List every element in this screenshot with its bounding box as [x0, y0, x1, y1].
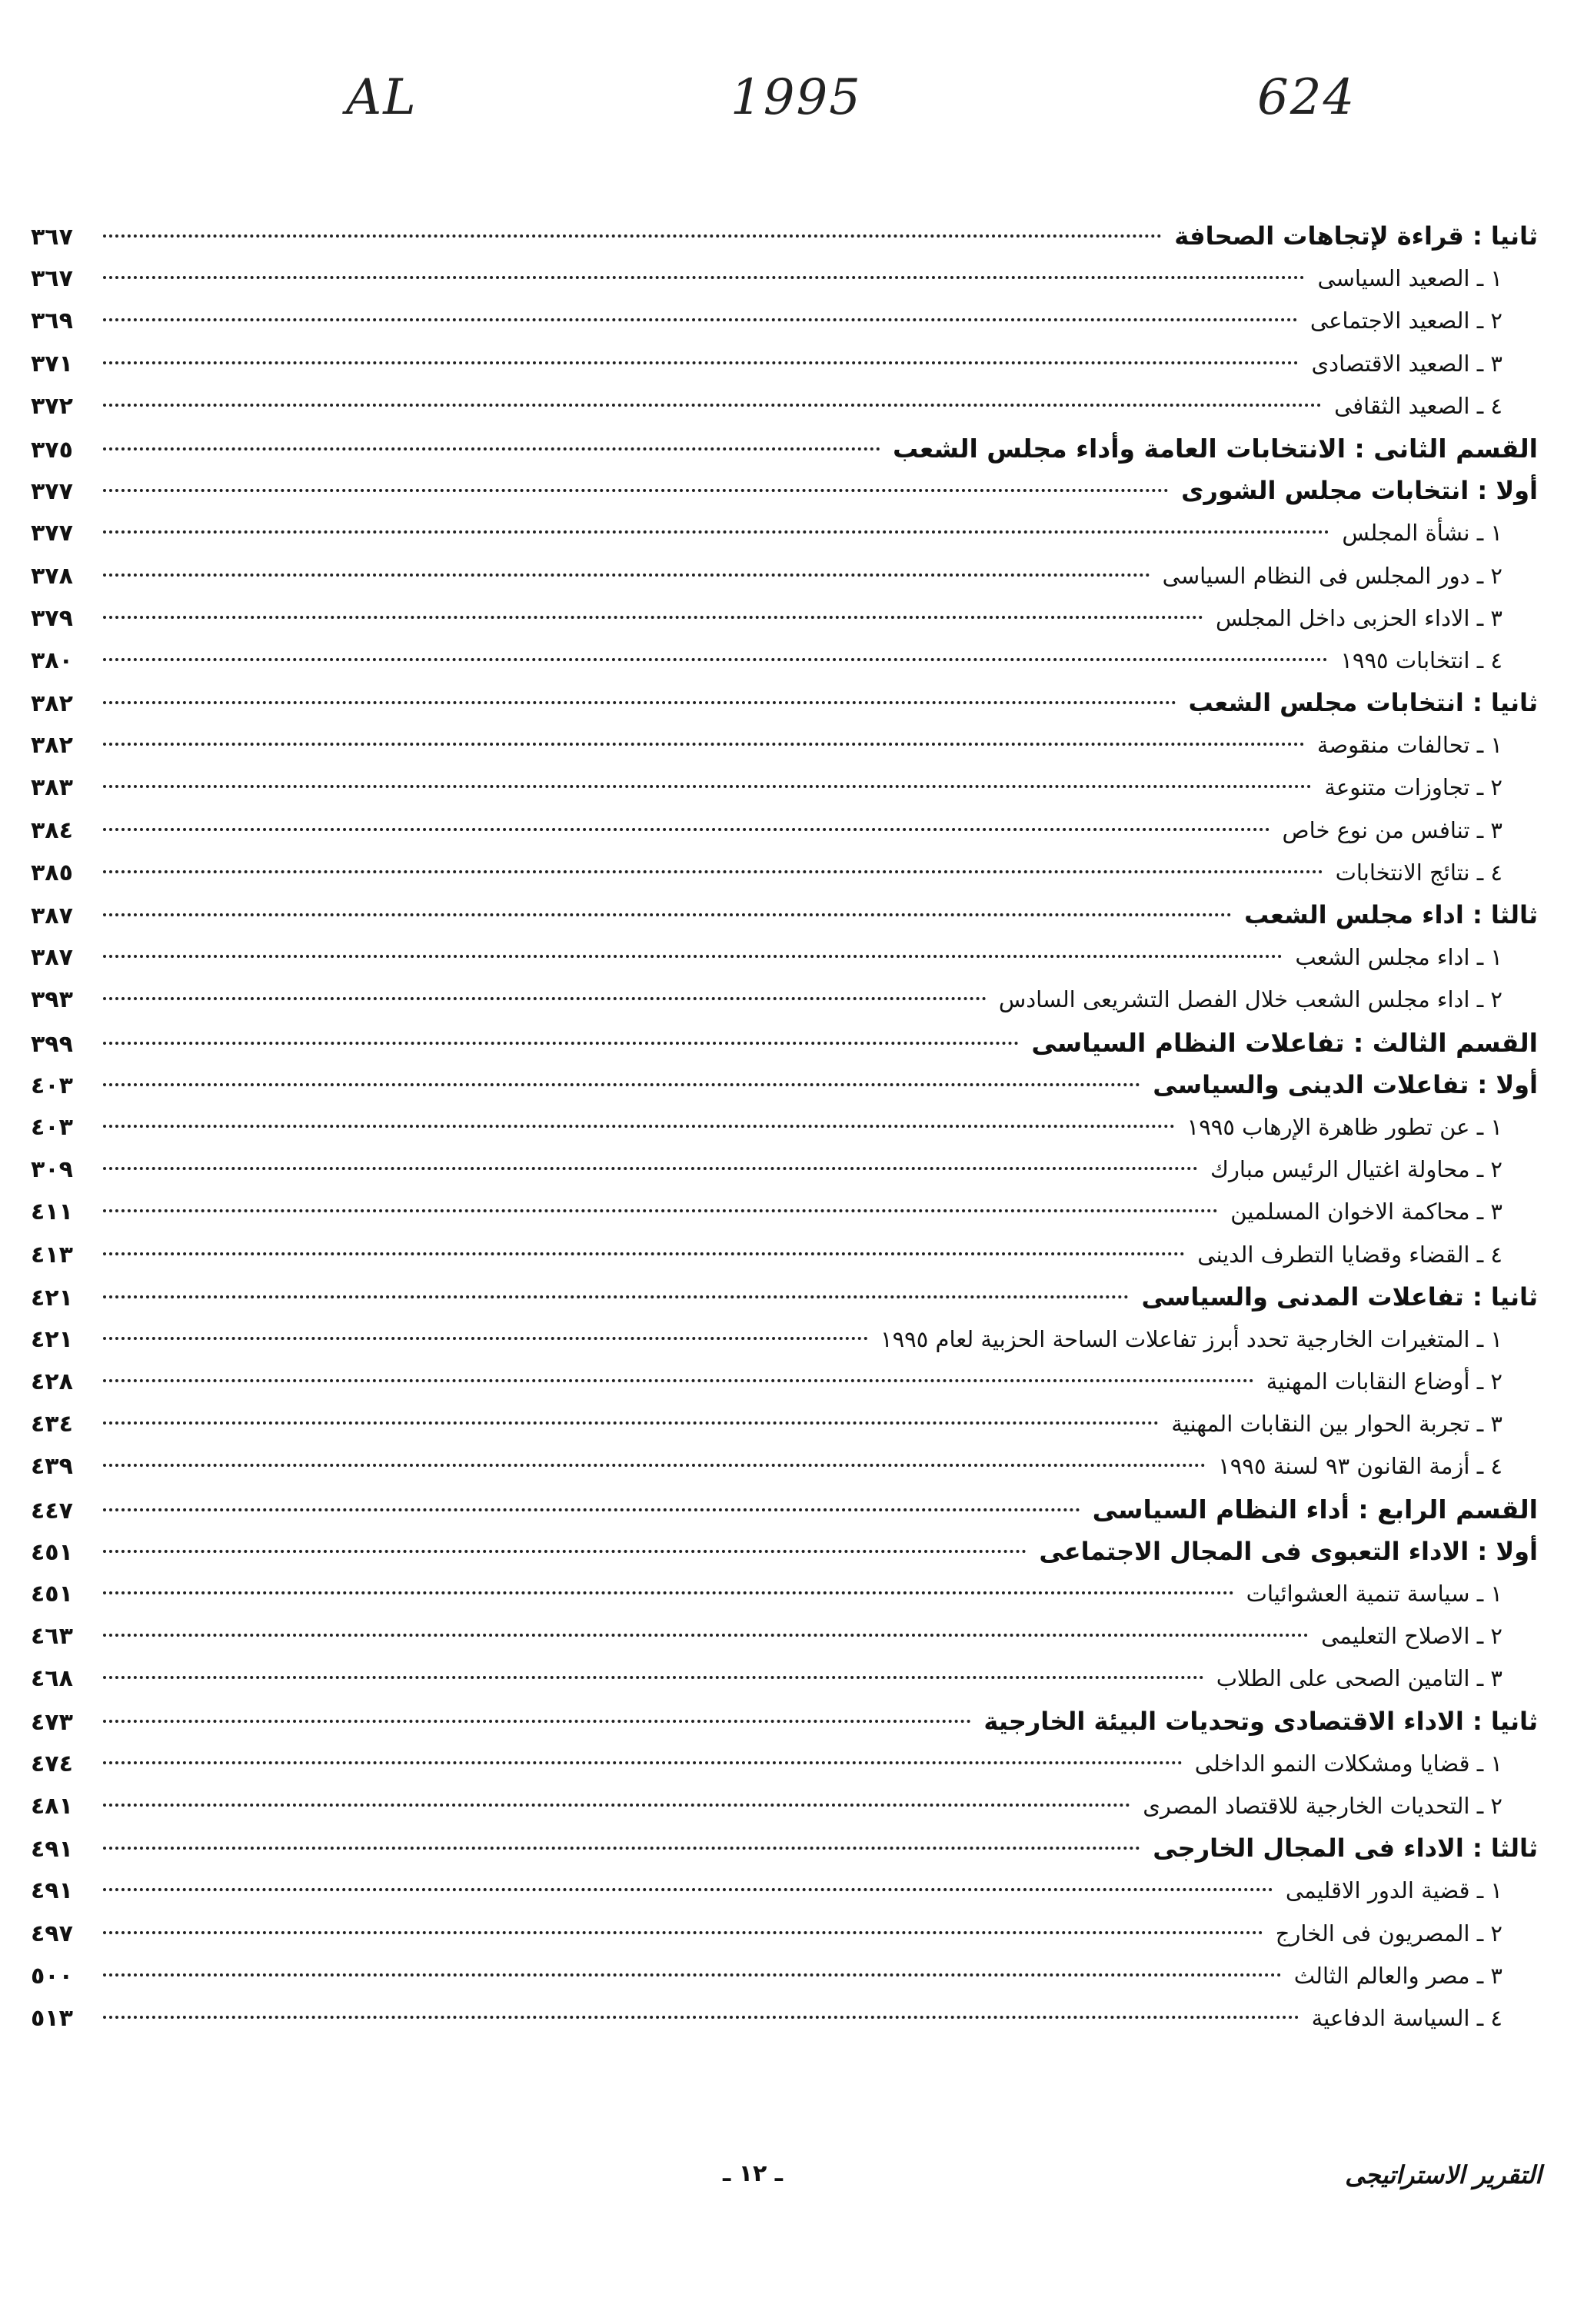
toc-entry-page: ٤٤٧: [31, 1497, 73, 1524]
toc-entry-title: القسم الثانى : الانتخابات العامة وأداء مجلس الشعب: [892, 433, 1538, 464]
toc-entry-sub: [31, 1997, 1538, 2040]
toc-entry-page: ٤٠٣: [31, 1072, 73, 1099]
dot-leader: [103, 2016, 1299, 2019]
toc-entry-page: ٤٢١: [31, 1284, 73, 1312]
toc-entry-title: ٤ ـ أزمة القانون ٩٣ لسنة ١٩٩٥: [1218, 1453, 1502, 1480]
toc-entry-sub: [31, 766, 1538, 809]
dot-leader: [103, 658, 1328, 661]
toc-entry-title: أولا : تفاعلات الدينى والسياسى: [1153, 1069, 1538, 1099]
toc-entry-sub: [31, 1743, 1538, 1785]
toc-entry-page: ٤٧٣: [31, 1708, 73, 1736]
toc-entry-page: ٤٣٩: [31, 1453, 73, 1481]
dot-leader: [103, 1634, 1309, 1637]
dot-leader: [103, 447, 880, 451]
toc-entry-page: ٤٠٣: [31, 1113, 73, 1141]
toc-entry-sub: [31, 1657, 1538, 1700]
dot-leader: [103, 1421, 1159, 1425]
toc-entry-page: ٣٨٠: [31, 647, 73, 674]
toc-entry-page: ٣٧٥: [31, 436, 73, 464]
toc-entry-sub: [31, 810, 1538, 852]
dot-leader: [103, 1804, 1130, 1807]
toc-entry-title: ١ ـ نشأة المجلس: [1342, 520, 1502, 547]
toc-entry-title: ٢ ـ الصعيد الاجتماعى: [1309, 308, 1502, 334]
toc-entry-heading: [31, 1276, 1538, 1318]
toc-entry-heading: [31, 1064, 1538, 1106]
dot-leader: [103, 1125, 1175, 1128]
dot-leader: [103, 1888, 1273, 1891]
toc-entry-title: ٤ ـ نتائج الانتخابات: [1335, 859, 1502, 886]
toc-entry-sub: [31, 1149, 1538, 1191]
toc-entry-page: ٣٧٢: [31, 392, 73, 420]
toc-entry-sub: [31, 597, 1538, 640]
toc-entry-page: ٤٧٤: [31, 1750, 73, 1777]
toc-entry-page: ٤٩١: [31, 1836, 73, 1864]
toc-entry-title: ٢ ـ المصريون فى الخارج: [1275, 1920, 1502, 1947]
toc-entry-title: ٢ ـ اداء مجلس الشعب خلال الفصل التشريعى السادس: [998, 986, 1502, 1013]
toc-entry-page: ٣٧٧: [31, 520, 73, 547]
toc-entry-sub: [31, 1445, 1538, 1488]
dot-leader: [103, 1508, 1080, 1511]
toc-entry-title: القسم الثالث : تفاعلات النظام السياسى: [1031, 1027, 1538, 1058]
toc-entry-sub: [31, 258, 1538, 300]
toc-entry-sub: [31, 979, 1538, 1021]
toc-entry-sub: [31, 343, 1538, 385]
toc-entry-title: ١ ـ سياسة تنمية العشوائيات: [1246, 1581, 1502, 1607]
toc-entry-section: [31, 427, 1538, 470]
dot-leader: [103, 234, 1162, 238]
handwritten-note-year: 1995: [730, 69, 862, 126]
dot-leader: [103, 1337, 868, 1340]
toc-entry-page: ٣٧١: [31, 350, 73, 377]
toc-entry-title: ١ ـ تحالفات منقوصة: [1316, 732, 1502, 759]
dot-leader: [103, 1676, 1204, 1679]
toc-entry-page: ٣٨٥: [31, 859, 73, 886]
dot-leader: [103, 743, 1305, 746]
toc-entry-sub: [31, 936, 1538, 979]
dot-leader: [103, 1591, 1234, 1594]
toc-entry-page: ٣٨٣: [31, 774, 73, 802]
toc-entry-page: ٤١١: [31, 1199, 73, 1226]
toc-entry-title: ١ ـ الصعيد السياسى: [1317, 265, 1502, 292]
dot-leader: [103, 1931, 1263, 1934]
handwritten-note-left: AL: [346, 69, 418, 126]
toc-entry-sub: [31, 1318, 1538, 1361]
toc-entry-sub: [31, 1615, 1538, 1657]
dot-leader: [103, 1379, 1254, 1382]
toc-entry-sub: [31, 640, 1538, 682]
dot-leader: [103, 1464, 1206, 1467]
toc-entry-title: ٤ ـ انتخابات ١٩٩٥: [1340, 647, 1502, 673]
toc-entry-sub: [31, 1955, 1538, 1997]
toc-entry-sub: [31, 852, 1538, 894]
toc-entry-page: ٣٠٩: [31, 1156, 73, 1184]
toc-entry-title: ١ ـ المتغيرات الخارجية تحدد أبرز تفاعلات الساحة الحزبية لعام ١٩٩٥: [880, 1325, 1502, 1352]
toc-entry-heading: [31, 215, 1538, 258]
dot-leader: [103, 913, 1232, 916]
dot-leader: [103, 1761, 1183, 1764]
toc-entry-heading: [31, 682, 1538, 724]
toc-entry-page: ٣٨٧: [31, 944, 73, 972]
toc-entry-page: ٣٩٣: [31, 986, 73, 1014]
dot-leader: [103, 530, 1329, 534]
handwritten-note-right: 624: [1257, 69, 1356, 126]
toc-entry-page: ٤٨١: [31, 1792, 73, 1820]
toc-entry-heading: [31, 1531, 1538, 1573]
toc-entry-sub: [31, 1870, 1538, 1912]
toc-entry-page: ٤٢١: [31, 1325, 73, 1353]
dot-leader: [103, 404, 1322, 407]
toc-entry-title: ٣ ـ تنافس من نوع خاص: [1282, 816, 1502, 843]
toc-entry-sub: [31, 1191, 1538, 1233]
toc-entry-heading: [31, 1827, 1538, 1870]
toc-entry-page: ٥٠٠: [31, 1962, 73, 1990]
dot-leader: [103, 1083, 1140, 1086]
toc-entry-title: ٤ ـ السياسة الدفاعية: [1311, 2004, 1502, 2031]
dot-leader: [103, 701, 1176, 704]
toc-entry-title: ثانيا : تفاعلات المدنى والسياسى: [1141, 1282, 1538, 1312]
toc-entry-title: أولا : الاداء التعبوى فى المجال الاجتماعى: [1039, 1536, 1538, 1566]
toc-entry-sub: [31, 1403, 1538, 1445]
toc-entry-sub: [31, 555, 1538, 597]
toc-entry-heading: [31, 1701, 1538, 1743]
toc-entry-page: ٣٨٢: [31, 690, 73, 718]
toc-entry-section: [31, 1022, 1538, 1064]
toc-entry-title: ١ ـ اداء مجلس الشعب: [1295, 944, 1502, 971]
toc-entry-title: ٣ ـ التامين الصحى على الطلاب: [1216, 1665, 1502, 1692]
toc-entry-page: ٣٦٩: [31, 308, 73, 335]
toc-entry-page: ٤٦٣: [31, 1623, 73, 1651]
toc-entry-title: ٢ ـ التحديات الخارجية للاقتصاد المصرى: [1143, 1792, 1502, 1819]
dot-leader: [103, 1295, 1129, 1298]
toc-entry-title: ٤ ـ القضاء وقضايا التطرف الدينى: [1197, 1241, 1502, 1268]
toc-entry-title: ٣ ـ الاداء الحزبى داخل المجلس: [1215, 604, 1502, 631]
toc-entry-title: ثالثا : الاداء فى المجال الخارجى: [1153, 1834, 1538, 1864]
toc-entry-sub: [31, 724, 1538, 766]
dot-leader: [103, 574, 1150, 577]
toc-entry-sub: [31, 300, 1538, 342]
toc-entry-page: ٤٥١: [31, 1538, 73, 1566]
toc-entry-title: أولا : انتخابات مجلس الشورى: [1181, 476, 1538, 506]
dot-leader: [103, 489, 1169, 492]
toc-entry-page: ٣٧٩: [31, 604, 73, 632]
toc-entry-page: ٣٦٧: [31, 224, 73, 251]
toc-entry-page: ٥١٣: [31, 2004, 73, 2032]
dot-leader: [103, 1167, 1198, 1170]
toc-entry-section: [31, 1488, 1538, 1531]
toc-entry-page: ٣٦٧: [31, 265, 73, 293]
toc-entry-title: ١ ـ قضية الدور الاقليمى: [1285, 1877, 1502, 1904]
toc-entry-sub: [31, 1573, 1538, 1615]
dot-leader: [103, 616, 1203, 619]
toc-entry-sub: [31, 385, 1538, 427]
toc-entry-page: ٤٩١: [31, 1877, 73, 1905]
toc-entry-title: ٢ ـ الاصلاح التعليمى: [1321, 1623, 1502, 1650]
toc-entry-title: ٢ ـ دور المجلس فى النظام السياسى: [1162, 562, 1502, 589]
toc-entry-title: ثالثا : اداء مجلس الشعب: [1244, 900, 1538, 929]
toc-entry-title: ثانيا : انتخابات مجلس الشعب: [1188, 688, 1538, 718]
toc-entry-page: ٣٧٧: [31, 478, 73, 506]
toc-entry-page: ٣٨٤: [31, 816, 73, 844]
toc-entry-page: ٤٢٨: [31, 1368, 73, 1396]
toc-entry-title: ٤ ـ الصعيد الثقافى: [1334, 392, 1502, 419]
dot-leader: [103, 1973, 1282, 1977]
toc-entry-title: القسم الرابع : أداء النظام السياسى: [1092, 1494, 1538, 1524]
toc-entry-title: ٣ ـ تجربة الحوار بين النقابات المهنية: [1171, 1411, 1502, 1438]
toc-entry-title: ٢ ـ تجاوزات متنوعة: [1324, 774, 1502, 801]
dot-leader: [103, 870, 1323, 873]
dot-leader: [103, 785, 1312, 788]
toc-entry-title: ثانيا : قراءة لإتجاهات الصحافة: [1174, 221, 1538, 251]
dot-leader: [103, 1209, 1218, 1212]
page-number: ـ ١٢ ـ: [723, 2160, 784, 2187]
dot-leader: [103, 276, 1305, 279]
toc-entry-page: ٣٨٧: [31, 903, 73, 929]
toc-entry-page: ٤٣٤: [31, 1411, 73, 1438]
dot-leader: [103, 361, 1299, 364]
toc-entry-page: ٣٨٢: [31, 732, 73, 760]
toc-entry-page: ٣٧٨: [31, 562, 73, 590]
toc-entry-heading: [31, 470, 1538, 512]
publication-title: التقرير الاستراتيجى: [1345, 2160, 1542, 2189]
dot-leader: [103, 1550, 1027, 1553]
toc-entry-sub: [31, 512, 1538, 554]
dot-leader: [103, 955, 1283, 958]
toc-entry-page: ٤٦٨: [31, 1665, 73, 1693]
dot-leader: [103, 1042, 1019, 1045]
toc-entry-title: ثانيا : الاداء الاقتصادى وتحديات البيئة الخارجية: [983, 1706, 1538, 1736]
toc-entry-sub: [31, 1106, 1538, 1149]
dot-leader: [103, 318, 1298, 321]
dot-leader: [103, 997, 987, 1000]
toc-entry-page: ٤٩٧: [31, 1920, 73, 1947]
toc-entry-title: ١ ـ عن تطور ظاهرة الإرهاب ١٩٩٥: [1186, 1113, 1502, 1140]
toc-entry-title: ٣ ـ مصر والعالم الثالث: [1293, 1962, 1502, 1989]
toc-entry-page: ٣٩٩: [31, 1030, 73, 1058]
toc-entry-title: ٣ ـ الصعيد الاقتصادى: [1311, 350, 1502, 377]
toc-entry-sub: [31, 1234, 1538, 1276]
dot-leader: [103, 1720, 971, 1723]
dot-leader: [103, 1847, 1140, 1850]
dot-leader: [103, 828, 1270, 831]
table-of-contents: [31, 215, 1538, 2040]
toc-entry-title: ٣ ـ محاكمة الاخوان المسلمين: [1230, 1199, 1502, 1225]
toc-entry-title: ٢ ـ أوضاع النقابات المهنية: [1266, 1368, 1502, 1395]
toc-entry-title: ٢ ـ محاولة اغتيال الرئيس مبارك: [1210, 1156, 1502, 1183]
toc-entry-page: ٤٥١: [31, 1581, 73, 1608]
dot-leader: [103, 1252, 1185, 1255]
toc-entry-page: ٤١٣: [31, 1241, 73, 1268]
toc-entry-sub: [31, 1785, 1538, 1827]
toc-entry-heading: [31, 894, 1538, 936]
toc-entry-sub: [31, 1361, 1538, 1403]
toc-entry-title: ١ ـ قضايا ومشكلات النمو الداخلى: [1194, 1750, 1502, 1777]
toc-entry-sub: [31, 1913, 1538, 1955]
